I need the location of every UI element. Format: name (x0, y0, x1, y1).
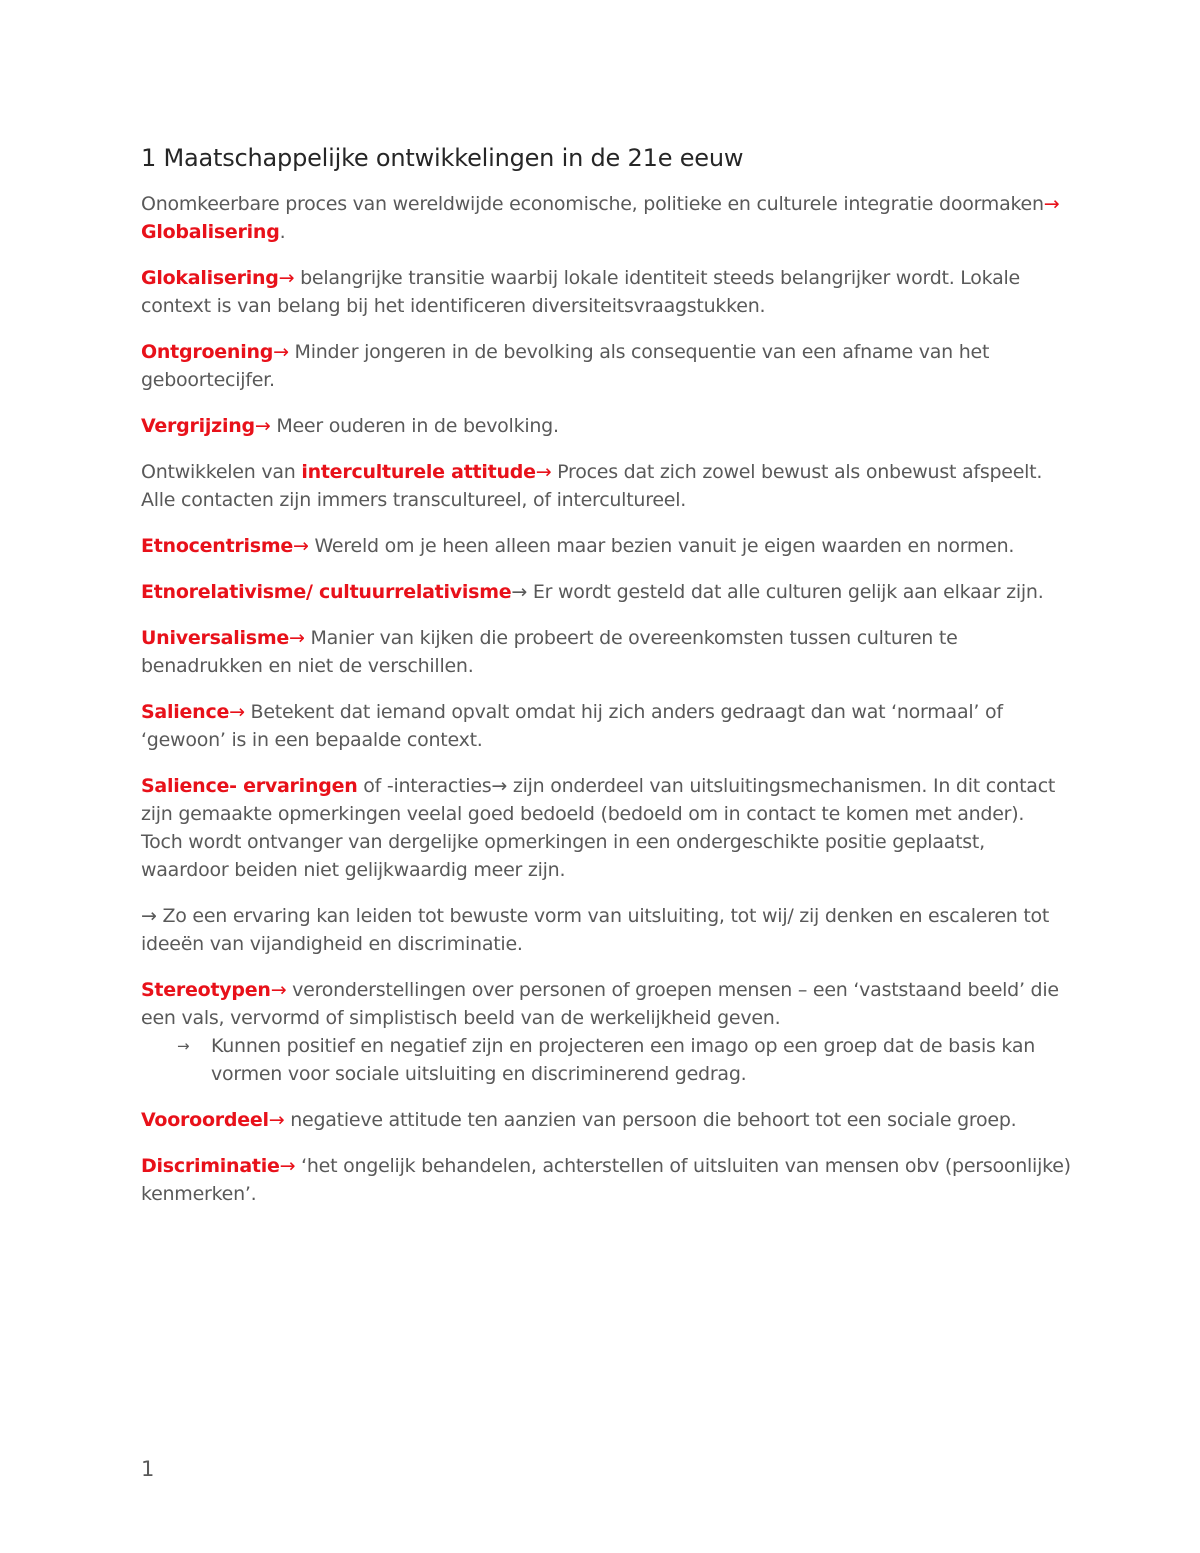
paragraph-etnorelativisme (141, 578, 1071, 606)
definition-text: ‘het ongelijk behandelen, achterstellen of uitsluiten van mensen obv (persoonlijke) kenmerken’. (141, 1155, 1071, 1205)
arrow-glyph: → (278, 267, 295, 289)
term-salience-ervaringen: Salience- ervaringen (141, 775, 358, 797)
paragraph-mid-text: of -interacties (357, 775, 492, 797)
definition-text: Proces dat zich zowel bewust als onbewust afspeelt. Alle contacten zijn immers transcultureel, of intercultureel. (141, 461, 1043, 511)
paragraph-vooroordeel (141, 1106, 1071, 1134)
definition-text: Minder jongeren in de bevolking als consequentie van een afname van het geboortecijfer. (141, 341, 990, 391)
term-vergrijzing: Vergrijzing (141, 415, 255, 437)
term-globalisering: Globalisering (141, 221, 280, 243)
stereotypen-bullet-list (141, 1032, 1071, 1088)
term-glokalisering: Glokalisering (141, 267, 279, 289)
page-title: 1 Maatschappelijke ontwikkelingen in de 21e eeuw (141, 144, 744, 172)
term-discriminatie: Discriminatie (141, 1155, 280, 1177)
paragraph-prefix: Ontwikkelen van (141, 461, 302, 483)
paragraph-stereotypen (141, 976, 1071, 1032)
paragraph-ervaring: → Zo een ervaring kan leiden tot bewuste vorm van uitsluiting, tot wij/ zij denken en escaleren tot ideeën van vijandigheid en discriminatie. (141, 905, 1050, 955)
arrow-glyph: → (268, 1109, 285, 1131)
paragraph-discriminatie (141, 1152, 1071, 1208)
definition-text: Meer ouderen in de bevolking. (270, 415, 559, 437)
arrow-glyph: → (279, 1155, 296, 1177)
paragraph-globalisering (141, 190, 1071, 246)
paragraph-salience-ervaringen (141, 772, 1071, 884)
arrow-glyph: → (293, 535, 309, 557)
definition-text: Betekent dat iemand opvalt omdat hij zich anders gedraagt dan wat ‘normaal’ of ‘gewoon’ is in een bepaalde context. (141, 701, 1003, 751)
document-content (141, 142, 1071, 1226)
definition-text: Wereld om je heen alleen maar bezien vanuit je eigen waarden en normen. (308, 535, 1015, 557)
term-stereotypen: Stereotypen (141, 979, 271, 1001)
arrow-glyph: → (535, 461, 552, 483)
paragraph-text: Onomkeerbare proces van wereldwijde economische, politieke en culturele integratie doormaken (141, 193, 1044, 215)
term-vooroordeel: Vooroordeel (141, 1109, 269, 1131)
paragraph-vergrijzing (141, 412, 1071, 440)
arrow-glyph: → (273, 341, 289, 363)
arrow-glyph: → (270, 979, 287, 1001)
arrow-glyph: → (1043, 193, 1060, 215)
arrow-glyph: → (289, 627, 305, 649)
term-etnorelativisme: Etnorelativisme/ cultuurrelativisme (141, 581, 512, 603)
arrow-glyph: → (511, 581, 528, 603)
definition-text: negatieve attitude ten aanzien van persoon die behoort tot een sociale groep. (284, 1109, 1017, 1131)
definition-text: Er wordt gesteld dat alle culturen gelijk aan elkaar zijn. (527, 581, 1044, 603)
term-ontgroening: Ontgroening (141, 341, 274, 363)
paragraph-ontgroening (141, 338, 1071, 394)
arrow-glyph: → (229, 701, 245, 723)
arrow-glyph: → (254, 415, 271, 437)
paragraph-universalisme (141, 624, 1071, 680)
term-universalisme: Universalisme (141, 627, 290, 649)
definition-text: belangrijke transitie waarbij lokale identiteit steeds belangrijker wordt. Lokale context is van belang bij het identificeren diversiteitsvraagstukken. (141, 267, 1020, 317)
list-item (141, 1032, 1071, 1088)
paragraph-interculturele-attitude (141, 458, 1071, 514)
paragraph-glokalisering (141, 264, 1071, 320)
arrow-bullet-icon: → (177, 1037, 190, 1055)
definition-text: veronderstellingen over personen of groepen mensen – een ‘vaststaand beeld’ die een vals, vervormd of simplistisch beeld van de werkelijkheid geven. (141, 979, 1059, 1029)
paragraph-text-end: . (279, 221, 286, 243)
list-item-text: Kunnen positief en negatief zijn en projecteren een imago op een groep dat de basis kan vormen voor sociale uitsluiting en discriminerend gedrag. (211, 1035, 1036, 1085)
term-interculturele-attitude: interculturele attitude (301, 461, 536, 483)
page-number: 1 (141, 1457, 155, 1481)
arrow-glyph: → (491, 775, 508, 797)
definition-text: Manier van kijken die probeert de overeenkomsten tussen culturen te benadrukken en niet de verschillen. (141, 627, 958, 677)
term-etnocentrisme: Etnocentrisme (141, 535, 294, 557)
paragraph-etnocentrisme (141, 532, 1071, 560)
definition-text: zijn onderdeel van uitsluitingsmechanismen. In dit contact zijn gemaakte opmerkingen veelal goed bedoeld (bedoeld om in contact te komen met ander). Toch wordt ontvanger van dergelijke opmerkingen in een ondergeschikte positie geplaatst, waardoor beiden niet gelijkwaardig meer zijn. (141, 775, 1056, 881)
paragraph-salience (141, 698, 1071, 754)
term-salience: Salience (141, 701, 230, 723)
